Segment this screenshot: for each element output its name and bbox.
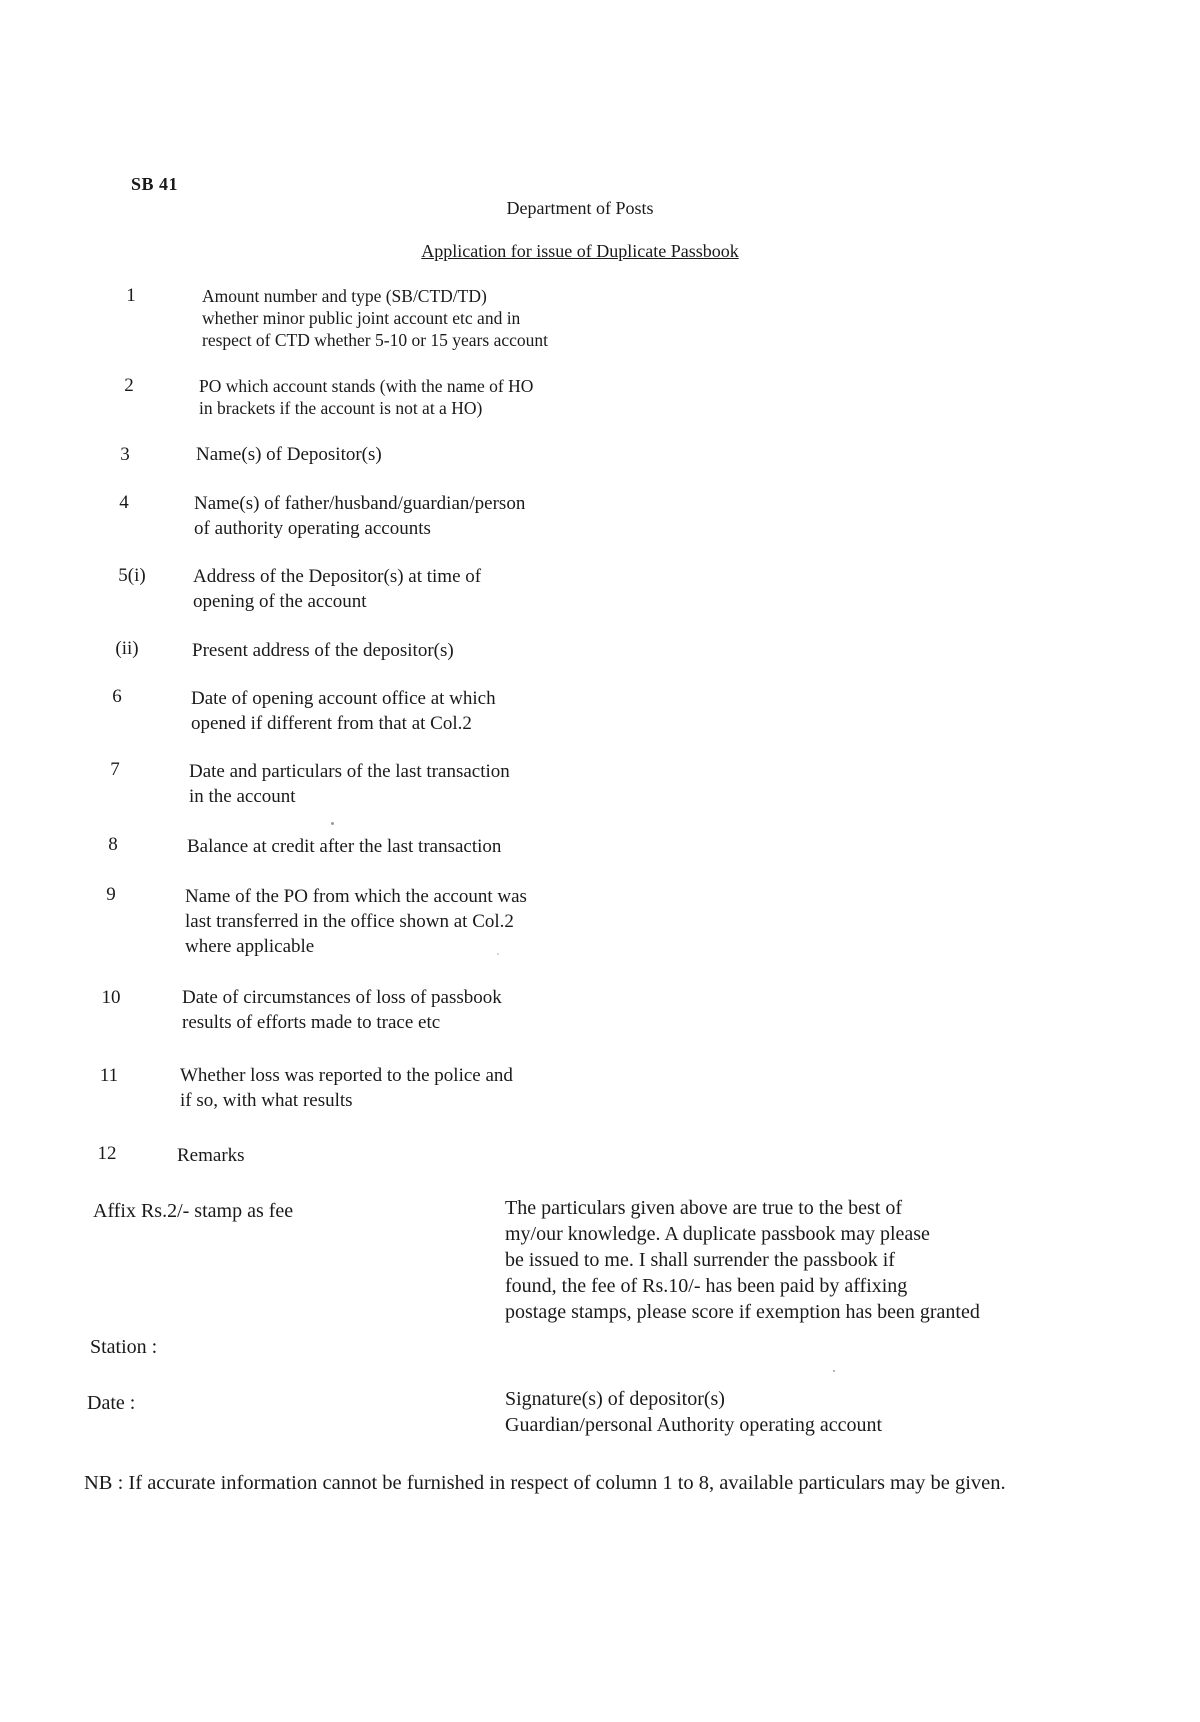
item-label: [187, 834, 501, 859]
item-number: 8: [108, 834, 118, 855]
declaration-line: my/our knowledge. A duplicate passbook may please: [505, 1223, 930, 1245]
item-label: [185, 884, 527, 959]
item-label: [199, 375, 533, 419]
item-label-line: of authority operating accounts: [194, 518, 431, 539]
item-label-line: Name of the PO from which the account was: [185, 886, 527, 907]
signature-block: [505, 1386, 882, 1438]
declaration-line: found, the fee of Rs.10/- has been paid by affixing: [505, 1275, 908, 1297]
item-label: [192, 638, 454, 663]
department-heading: Department of Posts: [506, 198, 654, 218]
item-label-line: opened if different from that at Col.2: [191, 713, 472, 734]
item-label-line: in the account: [189, 786, 296, 807]
item-label-line: Whether loss was reported to the police and: [180, 1065, 513, 1086]
declaration-line: The particulars given above are true to the best of: [505, 1197, 903, 1219]
form-title: Application for issue of Duplicate Passbook: [421, 241, 739, 261]
date-label: Date :: [87, 1392, 136, 1414]
stamp-fee-note: Affix Rs.2/- stamp as fee: [93, 1200, 294, 1222]
item-number: 4: [119, 492, 129, 513]
item-label: [193, 564, 481, 614]
item-label-line: Remarks: [177, 1145, 245, 1166]
item-label-line: in brackets if the account is not at a HO): [199, 398, 483, 418]
item-label-line: Amount number and type (SB/CTD/TD): [202, 286, 487, 306]
declaration-text: [505, 1195, 980, 1325]
item-label-line: Date and particulars of the last transaction: [189, 761, 510, 782]
item-label: [182, 985, 502, 1035]
item-label-line: where applicable: [185, 936, 315, 957]
scan-speck: [497, 953, 499, 955]
item-label: [194, 491, 525, 541]
item-label-line: Balance at credit after the last transaction: [187, 836, 502, 857]
station-label: Station :: [90, 1336, 158, 1358]
item-label: [180, 1063, 513, 1113]
item-label: [202, 285, 548, 351]
item-number: 9: [106, 884, 116, 905]
item-label-line: Date of opening account office at which: [191, 688, 496, 709]
item-number: 10: [101, 987, 121, 1008]
item-label-line: PO which account stands (with the name of HO: [199, 376, 534, 396]
item-label-line: Name(s) of father/husband/guardian/person: [194, 493, 526, 514]
item-number: (ii): [115, 638, 139, 659]
item-label-line: Date of circumstances of loss of passbook: [182, 987, 502, 1008]
scan-speck: [833, 1370, 835, 1372]
item-number: 1: [126, 285, 136, 306]
item-number: 12: [97, 1143, 117, 1164]
item-label-line: respect of CTD whether 5-10 or 15 years account: [202, 330, 548, 350]
item-label-line: opening of the account: [193, 591, 367, 612]
signature-line: Signature(s) of depositor(s): [505, 1388, 725, 1410]
declaration-line: postage stamps, please score if exemption has been granted: [505, 1301, 980, 1323]
item-label-line: if so, with what results: [180, 1090, 353, 1111]
item-label-line: Present address of the depositor(s): [192, 640, 454, 661]
item-number: 3: [120, 444, 130, 465]
item-label-line: results of efforts made to trace etc: [182, 1012, 441, 1033]
item-label: [177, 1143, 245, 1168]
item-label: [189, 759, 510, 809]
item-label: [191, 686, 496, 736]
item-label-line: Address of the Depositor(s) at time of: [193, 566, 482, 587]
nb-note: NB : If accurate information cannot be furnished in respect of column 1 to 8, available particulars may be given.: [84, 1472, 1006, 1494]
item-label: [196, 442, 382, 467]
item-number: 6: [112, 686, 122, 707]
form-code: SB 41: [131, 174, 179, 194]
item-number: 7: [110, 759, 120, 780]
item-label-line: whether minor public joint account etc and in: [202, 308, 521, 328]
item-label-line: Name(s) of Depositor(s): [196, 444, 382, 465]
item-label-line: last transferred in the office shown at Col.2: [185, 911, 514, 932]
declaration-line: be issued to me. I shall surrender the passbook if: [505, 1249, 895, 1271]
scan-speck: [331, 822, 334, 825]
item-number: 5(i): [118, 565, 146, 586]
item-number: 11: [99, 1065, 119, 1086]
item-number: 2: [124, 375, 134, 396]
signature-line: Guardian/personal Authority operating account: [505, 1414, 883, 1436]
